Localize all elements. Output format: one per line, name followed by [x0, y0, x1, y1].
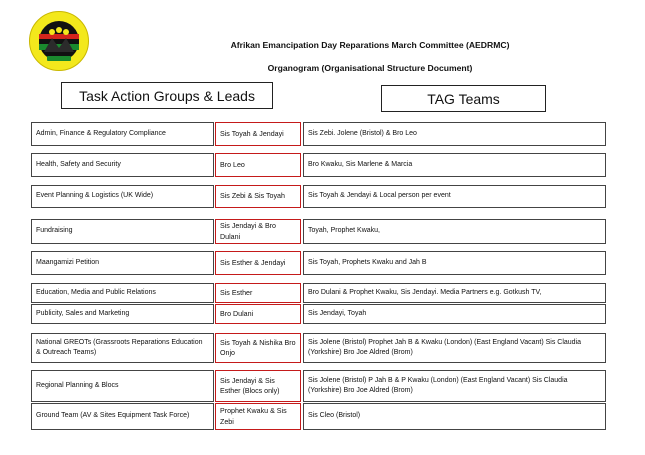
- tag-team-members: Sis Zebi. Jolene (Bristol) & Bro Leo: [303, 122, 606, 146]
- page-title: Afrikan Emancipation Day Reparations March Committee (AEDRMC): [230, 40, 510, 50]
- tag-team-members: Bro Kwaku, Sis Marlene & Marcia: [303, 153, 606, 177]
- tag-team-members: Sis Toyah, Prophets Kwaku and Jah B: [303, 251, 606, 275]
- task-group-name: National GREOTs (Grassroots Reparations Education & Outreach Teams): [31, 333, 214, 363]
- column-header-task-action-groups: Task Action Groups & Leads: [61, 82, 273, 109]
- task-group-leads: Sis Esther: [215, 283, 301, 303]
- task-group-leads: Sis Jendayi & Sis Esther (Blocs only): [215, 370, 301, 402]
- task-group-name: Regional Planning & Blocs: [31, 370, 214, 402]
- tag-team-members: Sis Jolene (Bristol) P Jah B & P Kwaku (London) (East England Vacant) Sis Claudia (Yorkshire) Bro Joe Aldred (Brom): [303, 370, 606, 402]
- task-group-name: Fundraising: [31, 219, 214, 244]
- tag-team-members: Sis Cleo (Bristol): [303, 403, 606, 430]
- task-group-leads: Bro Leo: [215, 153, 301, 177]
- task-group-leads: Sis Esther & Jendayi: [215, 251, 301, 275]
- task-group-leads: Sis Toyah & Jendayi: [215, 122, 301, 146]
- task-group-name: Education, Media and Public Relations: [31, 283, 214, 303]
- task-group-name: Ground Team (AV & Sites Equipment Task Force): [31, 403, 214, 430]
- task-group-leads: Bro Dulani: [215, 304, 301, 324]
- task-group-leads: Prophet Kwaku & Sis Zebi: [215, 403, 301, 430]
- task-group-name: Admin, Finance & Regulatory Compliance: [31, 122, 214, 146]
- tag-team-members: Sis Toyah & Jendayi & Local person per event: [303, 185, 606, 208]
- logo-emblem-icon: [30, 12, 88, 70]
- task-group-name: Publicity, Sales and Marketing: [31, 304, 214, 324]
- task-group-name: Event Planning & Logistics (UK Wide): [31, 185, 214, 208]
- task-group-name: Health, Safety and Security: [31, 153, 214, 177]
- task-group-leads: Sis Toyah & Nishika Bro Onjo: [215, 333, 301, 363]
- tag-team-members: Bro Dulani & Prophet Kwaku, Sis Jendayi. Media Partners e.g. Gotkush TV,: [303, 283, 606, 303]
- page-subtitle: Organogram (Organisational Structure Document): [267, 63, 473, 73]
- tag-team-members: Sis Jendayi, Toyah: [303, 304, 606, 324]
- task-group-leads: Sis Jendayi & Bro Dulani: [215, 219, 301, 244]
- task-group-name: Maangamizi Petition: [31, 251, 214, 275]
- task-group-leads: Sis Zebi & Sis Toyah: [215, 185, 301, 208]
- aedrmc-logo: [29, 11, 89, 71]
- tag-team-members: Toyah, Prophet Kwaku,: [303, 219, 606, 244]
- tag-team-members: Sis Jolene (Bristol) Prophet Jah B & Kwaku (London) (East England Vacant) Sis Claudia (Yorkshire) Bro Joe Aldred (Brom): [303, 333, 606, 363]
- column-header-tag-teams: TAG Teams: [381, 85, 546, 112]
